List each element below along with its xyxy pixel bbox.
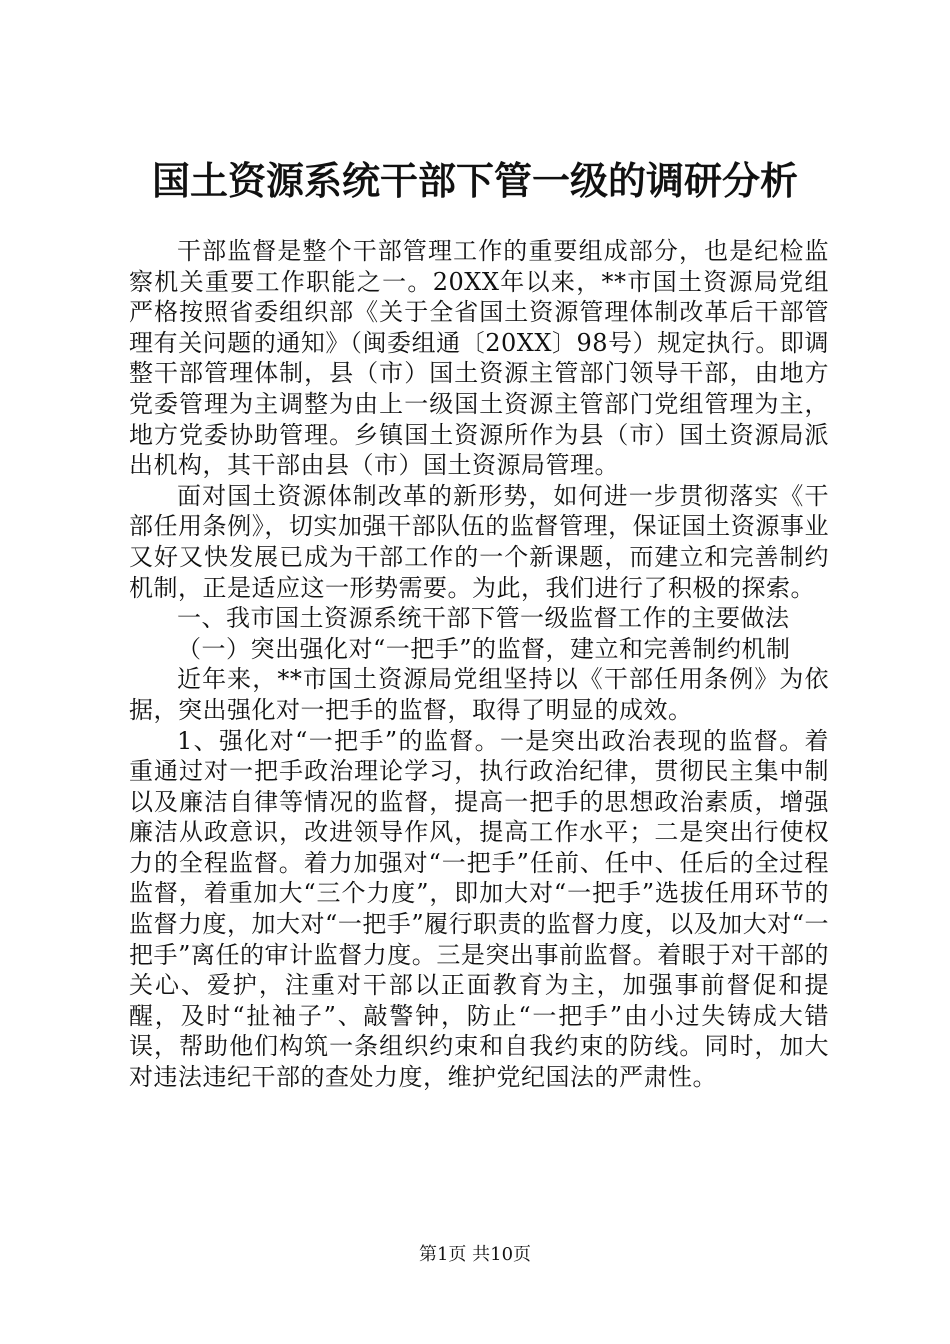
paragraph-item-1: 1、强化对“一把手”的监督。一是突出政治表现的监督。着重通过对一把手政治理论学习，执行政治纪律，贯彻民主集中制以及廉洁自律等情况的监督，提高一把手的思想政治素质，增强廉洁从政意识，改进领导作风，提高工作水平；二是突出行使权力的全程监督。着力加强对“一把手”任前、任中、任后的全过程监督，着重加大“三个力度”，即加大对“一把手”选拔任用环节的监督力度，加大对“一把手”履行职责的监督力度，以及加大对“一把手”离任的审计监督力度。三是突出事前监督。着眼于对干部的关心、爱护，注重对干部以正面教育为主，加强事前督促和提醒，及时“扯袖子”、敲警钟，防止“一把手”由小过失铸成大错误，帮助他们构筑一条组织约束和自我约束的防线。同时，加大对违法违纪干部的查处力度，维护党纪国法的严肃性。 <box>129 726 829 1092</box>
paragraph-intro: 干部监督是整个干部管理工作的重要组成部分，也是纪检监察机关重要工作职能之一。20XX年以来，**市国土资源局党组严格按照省委组织部《关于全省国土资源管理体制改革后干部管理有关问题的通知》（闽委组通〔20XX〕98号）规定执行。即调整干部管理体制，县（市）国土资源主管部门领导干部，由地方党委管理为主调整为由上一级国土资源主管部门党组管理为主，地方党委协助管理。乡镇国土资源所作为县（市）国土资源局派出机构，其干部由县（市）国土资源局管理。 <box>129 237 829 480</box>
page-footer: 第1页 共10页 <box>418 1244 532 1265</box>
subsection-heading-1: （一）突出强化对“一把手”的监督，建立和完善制约机制 <box>177 634 791 663</box>
paragraph-context: 面对国土资源体制改革的新形势，如何进一步贯彻落实《干部任用条例》，切实加强干部队伍的监督管理，保证国土资源事业又好又快发展已成为干部工作的一个新课题，而建立和完善制约机制，正是适应这一形势需要。为此，我们进行了积极的探索。 <box>129 481 829 602</box>
document-body <box>129 236 829 1093</box>
paragraph-recent-years: 近年来，**市国土资源局党组坚持以《干部任用条例》为依据，突出强化对一把手的监督，取得了明显的成效。 <box>129 665 829 724</box>
page-title: 国土资源系统干部下管一级的调研分析 <box>151 159 798 203</box>
section-heading-1: 一、我市国土资源系统干部下管一级监督工作的主要做法 <box>177 604 790 633</box>
